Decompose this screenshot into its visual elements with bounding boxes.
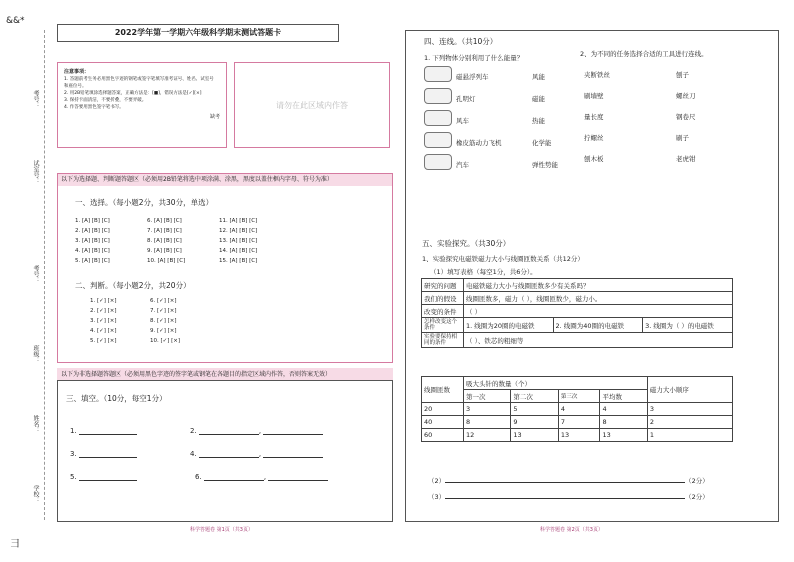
comma: , [258,427,262,435]
plan-value: 电磁铁磁力大小与线圈匝数多少有关系吗？ [464,279,733,292]
data-cell: 2 [647,416,732,429]
answer-label: （3） [428,493,446,501]
barcode-area: 请勿在此区域内作答 [234,62,390,148]
experiment-sub1: 1、实验探究电磁铁磁力大小与线圈匝数关系（共12分） [422,255,584,263]
binding-label: 考号： [32,90,39,108]
experiment-plan-table [421,278,733,348]
fill-title: 三、填空。（10分，每空1分） [66,394,167,403]
data-cell: 9 [511,416,558,429]
connect-object[interactable]: 汽车 [456,161,469,169]
answer-3[interactable] [428,492,709,501]
plan-label: 实验要保持相同的条件 [422,333,464,348]
choice-item[interactable]: 6. [A] [B] [C] [147,218,182,224]
judge-item[interactable]: 5. [✓] [×] [90,338,117,344]
plan-label: 怎样改变这个条件 [422,318,464,333]
blank-number: 1. [70,427,77,435]
data-cell: 13 [511,429,558,442]
answer-label: （2） [428,477,446,485]
choice-item[interactable]: 3. [A] [B] [C] [75,238,110,244]
choice-banner: 以下为选择题、判断题答题区（必须用2B铅笔将选中项涂满、涂黑，黑度以盖住框内字母、符号为准） [57,173,393,186]
data-cell: 20 [422,403,464,416]
plan-value[interactable]: 3. 线圈为（ ）的电磁铁 [643,318,733,333]
data-cell: 13 [600,429,647,442]
right-page-frame [405,30,779,522]
choice-item[interactable]: 12. [A] [B] [C] [219,228,258,234]
choice-item[interactable]: 7. [A] [B] [C] [147,228,182,234]
data-cell: 4 [600,403,647,416]
blank-number: 3. [70,450,77,458]
connect-energy[interactable]: 风能 [532,73,545,81]
experiment-title: 五、实验探究。（共30分） [422,239,511,248]
binding-label: 考号： [32,265,39,283]
data-cell: 3 [464,403,511,416]
choice-item[interactable]: 13. [A] [B] [C] [219,238,258,244]
choice-item[interactable]: 1. [A] [B] [C] [75,218,110,224]
connect-task[interactable]: 刷墙壁 [584,92,604,100]
binding-column [26,40,42,510]
connect-energy[interactable]: 热能 [532,117,545,125]
connect-tool[interactable]: 刷子 [676,134,689,142]
connect-object[interactable]: 风车 [456,117,469,125]
head-rank: 磁力大小顺序 [647,377,732,403]
connect-task[interactable]: 刨木板 [584,155,604,163]
blank-number: 2. [190,427,197,435]
top-mark: &&* [6,16,25,26]
connect-object[interactable]: 橡皮筋动力飞机 [456,139,502,147]
head-count: 吸大头针的数量（个） [464,377,648,390]
data-cell: 5 [511,403,558,416]
fill-blank-1[interactable] [70,427,137,435]
comma: , [263,473,267,481]
choice-item[interactable]: 2. [A] [B] [C] [75,228,110,234]
judge-item[interactable]: 6. [✓] [×] [150,298,177,304]
judge-title: 二、判断。（每小题2分，共20分） [75,281,191,290]
fill-blank-4[interactable] [190,450,323,458]
connect-task[interactable]: 拧螺丝 [584,134,604,142]
answer-2[interactable] [428,476,709,485]
notice-heading: 注意事项： [64,69,90,75]
head-avg: 平均数 [600,390,647,403]
notice-line: 和座位号。 [64,84,87,89]
connect-tool[interactable]: 钢卷尺 [676,113,696,121]
judge-item[interactable]: 7. [✓] [×] [150,308,177,314]
footer-left: 科学答题卷 第1页（共3页） [190,527,253,533]
choice-item[interactable]: 5. [A] [B] [C] [75,258,110,264]
judge-item[interactable]: 3. [✓] [×] [90,318,117,324]
blank-number: 6. [195,473,202,481]
binding-label: 学校： [32,485,39,503]
notice-line: 3. 保持卡面清洁，不要折叠，不要弄破。 [64,98,147,103]
lantern-icon [424,88,452,104]
answer-points: （2分） [685,493,709,501]
connect-energy[interactable]: 化学能 [532,139,552,147]
experiment-sub1a: （1）填写表格（每空1分，共6分）。 [430,268,537,276]
connect-task[interactable]: 夹断铁丝 [584,71,610,79]
head-t1: 第一次 [464,390,511,403]
data-cell: 8 [464,416,511,429]
fill-blank-3[interactable] [70,450,137,458]
connect-energy[interactable]: 磁能 [532,95,545,103]
head-t3: 第三次 [558,390,600,403]
choice-title: 一、选择。（每小题2分，共30分，单选） [75,198,214,207]
footer-right: 科学答题卷 第2页（共3页） [540,527,603,533]
answer-points: （2分） [685,477,709,485]
data-cell: 4 [558,403,600,416]
data-cell: 8 [600,416,647,429]
head-t2: 第二次 [511,390,558,403]
connect-tool[interactable]: 螺丝刀 [676,92,696,100]
notice-line: 1. 答题前考生务必用黑色字迹的钢笔或签字笔填写准考证号、姓名、试室号 [64,77,214,82]
data-cell: 40 [422,416,464,429]
judge-item[interactable]: 8. [✓] [×] [150,318,177,324]
connect-object[interactable]: 孔明灯 [456,95,476,103]
connect-tool[interactable]: 刨子 [676,71,689,79]
data-cell: 3 [647,403,732,416]
fill-blank-6[interactable] [195,473,328,481]
head-coils: 线圈匝数 [422,377,464,403]
data-cell: 13 [558,429,600,442]
judge-item[interactable]: 4. [✓] [×] [90,328,117,334]
notice-line: 4. 作答要用黑色签字笔书写。 [64,105,124,110]
plan-label: 我们的假设 [422,292,464,305]
choice-item[interactable]: 4. [A] [B] [C] [75,248,110,254]
binding-label: 班级： [32,345,39,363]
plan-value[interactable]: 线圈匝数多，磁力（ ），线圈匝数少，磁力小。 [464,292,733,305]
plan-value[interactable]: （ ）、铁芯的粗细等 [464,333,733,348]
fill-blank-5[interactable] [70,473,137,481]
data-cell: 12 [464,429,511,442]
train-icon [424,66,452,82]
connect-energy[interactable]: 弹性势能 [532,161,558,169]
comma: , [258,450,262,458]
data-cell: 7 [558,416,600,429]
page-title: 2022学年第一学期六年级科学期末测试答题卡 [57,24,339,42]
choice-item[interactable]: 9. [A] [B] [C] [147,248,182,254]
connect-task[interactable]: 量长度 [584,113,604,121]
fill-blank-2[interactable] [190,427,323,435]
binding-label: 姓名： [32,415,39,433]
nonchoice-banner: 以下为非选择题答题区（必须用黑色字迹的签字笔或钢笔在各题目的指定区域内作答，否则答案无效） [57,368,393,381]
plan-value: 2. 线圈为40圈的电磁铁 [553,318,643,333]
absent-label[interactable]: 缺考 [209,114,220,120]
notice-box [57,62,227,148]
choice-item[interactable]: 8. [A] [B] [C] [147,238,182,244]
bottom-mark: 彐 [10,539,20,550]
data-cell: 60 [422,429,464,442]
plan-value: 1. 线圈为20圈的电磁铁 [464,318,554,333]
car-icon [424,154,452,170]
plan-value[interactable]: （ ） [464,305,733,318]
judge-item[interactable]: 10. [✓] [×] [150,338,181,344]
experiment-data-table [421,376,733,442]
binding-dashline [44,30,45,520]
blank-number: 5. [70,473,77,481]
judge-item[interactable]: 9. [✓] [×] [150,328,177,334]
choice-item[interactable]: 11. [A] [B] [C] [219,218,258,224]
choice-item[interactable]: 10. [A] [B] [C] [147,258,186,264]
connect-q2: 2、为不同的任务选择合适的工具进行连线。 [580,50,708,58]
notice-line: 2. 用2B铅笔填涂选择题答案，正确方法是：[■]，错误方法是[✓][×] [64,91,202,96]
connect-q1: 1. 下列物体分别利用了什么能量？ [424,54,524,62]
choice-item[interactable]: 14. [A] [B] [C] [219,248,258,254]
plan-label: 改变的条件 [422,305,464,318]
judge-item[interactable]: 1. [✓] [×] [90,298,117,304]
judge-item[interactable]: 2. [✓] [×] [90,308,117,314]
choice-item[interactable]: 15. [A] [B] [C] [219,258,258,264]
binding-label: 试室号： [32,160,39,184]
data-cell: 1 [647,429,732,442]
connect-object[interactable]: 磁悬浮列车 [456,73,489,81]
plan-label: 研究的问题 [422,279,464,292]
windmill-icon [424,110,452,126]
plane-icon [424,132,452,148]
connect-tool[interactable]: 老虎钳 [676,155,696,163]
connect-title: 四、连线。（共10分） [424,37,498,46]
blank-number: 4. [190,450,197,458]
